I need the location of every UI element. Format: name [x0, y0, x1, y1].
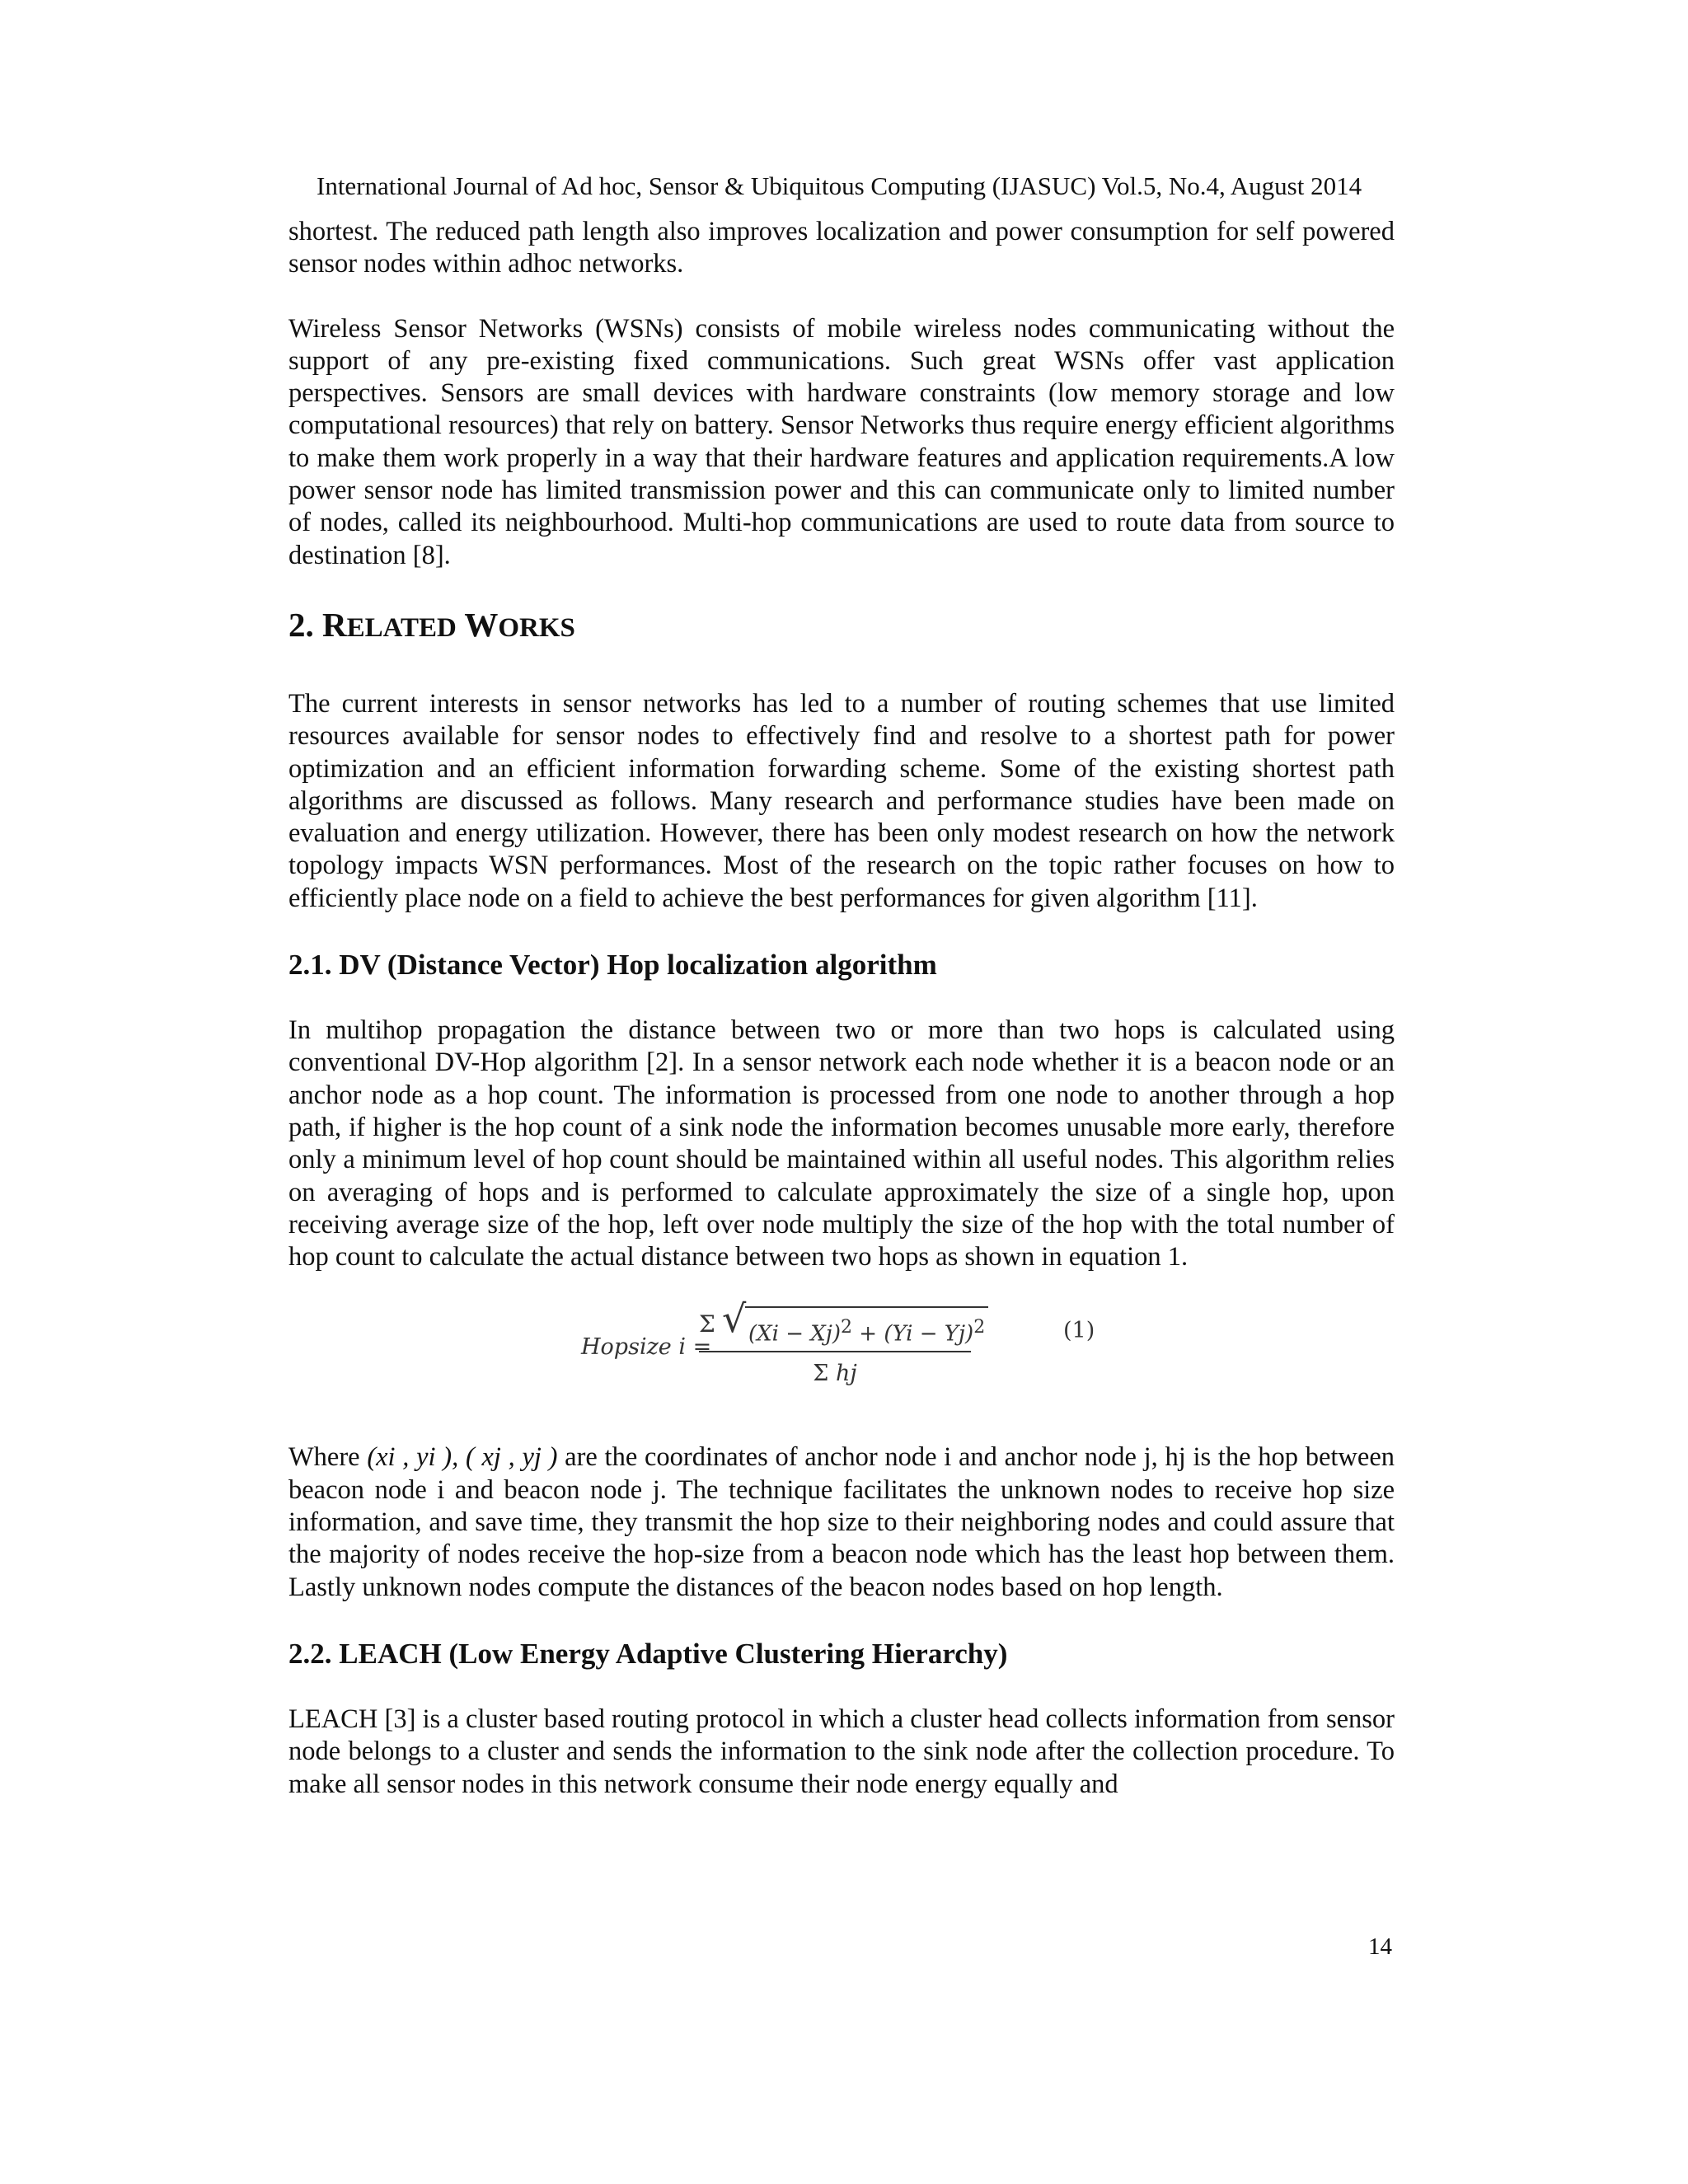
- equation-number: (1): [1063, 1318, 1095, 1344]
- sqrt-symbol: √: [722, 1296, 747, 1342]
- heading-letter-w: W: [456, 605, 499, 644]
- subsection-heading-leach: 2.2. LEACH (Low Energy Adaptive Clustering Hierarchy): [288, 1637, 1008, 1670]
- exponent-x: 2: [841, 1317, 852, 1338]
- running-header: International Journal of Ad hoc, Sensor & Ubiquitous Computing (IJASUC) Vol.5, No.4, August 2014: [316, 171, 1362, 200]
- equation-hopsize: [288, 1296, 1395, 1400]
- paragraph-intro-continuation: shortest. The reduced path length also improves localization and power consumption for self powered sensor nodes within adhoc networks.: [288, 217, 1395, 279]
- heading-smallcaps-orks: ORKS: [498, 612, 575, 643]
- sum-symbol: Σ: [699, 1310, 715, 1338]
- paragraph-where: [288, 1441, 1395, 1603]
- exponent-y: 2: [973, 1317, 986, 1338]
- term-x: (Xi − Xj): [748, 1322, 841, 1347]
- den-sum-symbol: Σ: [813, 1361, 836, 1387]
- where-word: Where: [288, 1442, 368, 1473]
- paragraph-leach: LEACH [3] is a cluster based routing protocol in which a cluster head collects information from sensor node belongs to a cluster and sends the information to the sink node after the collection procedure. To make all sensor nodes in this network consume their node energy equally and: [288, 1704, 1395, 1799]
- equation-radicand: [745, 1306, 988, 1351]
- term-y: (Yi − Yj): [884, 1322, 974, 1347]
- where-coordinates: (xi , yi ), ( xj , yj ): [367, 1442, 558, 1473]
- fraction-bar: [699, 1351, 971, 1352]
- paragraph-dv-hop: In multihop propagation the distance between two or more than two hops is calculated using conventional DV-Hop algorithm [2]. In a sensor network each node whether it is a beacon node or an anchor node as a hop count. The information is processed from one node to another through a hop path, if higher is the hop count of a sink node the information becomes unusable more early, therefore only a minimum level of hop count should be maintained within all useful nodes. This algorithm relies on averaging of hops and is performed to calculate approximately the size of a single hop, upon receiving average size of the hop, left over node multiply the size of the hop with the total number of hop count to calculate the actual distance between two hops as shown in equation 1.: [288, 1015, 1395, 1272]
- page-number: 14: [1368, 1933, 1392, 1960]
- equation-denominator: [699, 1357, 971, 1390]
- plus-sign: +: [852, 1322, 884, 1347]
- page-body: [288, 216, 1395, 1833]
- paragraph-wsn-description: Wireless Sensor Networks (WSNs) consists of mobile wireless nodes communicating without the support of any pre-existing fixed communications. Such great WSNs offer vast application perspectives. Sensors are small devices with hardware constraints (low memory storage and low computational resources) that rely on battery. Sensor Networks thus require energy efficient algorithms to make them work properly in a way that their hardware features and application requirements.A low power sensor node has limited transmission power and this can communicate only to limited number of nodes, called its neighbourhood. Multi-hop communications are used to route data from source to destination [8].: [288, 313, 1395, 570]
- paragraph-related-works: The current interests in sensor networks has led to a number of routing schemes that use limited resources available for sensor nodes to effectively find and resolve to a shortest path for power optimization and an efficient information forwarding scheme. Some of the existing shortest path algorithms are discussed as follows. Many research and performance studies have been made on evaluation and energy utilization. However, there has been only modest research on how the network topology impacts WSN performances. Most of the research on the topic rather focuses on how to efficiently place node on a field to achieve the best performances for given algorithm [11].: [288, 688, 1395, 913]
- den-variable: hj: [835, 1361, 857, 1387]
- section-heading-related-works: [288, 604, 1395, 649]
- equation-fraction: [699, 1296, 986, 1390]
- equation-numerator: [699, 1296, 986, 1347]
- subsection-heading-dv-hop: 2.1. DV (Distance Vector) Hop localization algorithm: [288, 949, 937, 982]
- where-rest: are the coordinates of anchor node i and anchor node j, hj is the hop between beacon node i and beacon node j. The technique facilitates the unknown nodes to receive hop size information, and save time, they transmit the hop size to their neighboring nodes and could assure that the majority of nodes receive the hop-size from a beacon node which has the least hop between them. Lastly unknown nodes compute the distances of the beacon nodes based on hop length.: [288, 1442, 1395, 1602]
- heading-smallcaps-elated: ELATED: [346, 612, 457, 643]
- equation-lhs: Hopsize i =: [581, 1334, 712, 1361]
- heading-letter-r: R: [322, 605, 347, 644]
- section-number: 2.: [288, 605, 322, 644]
